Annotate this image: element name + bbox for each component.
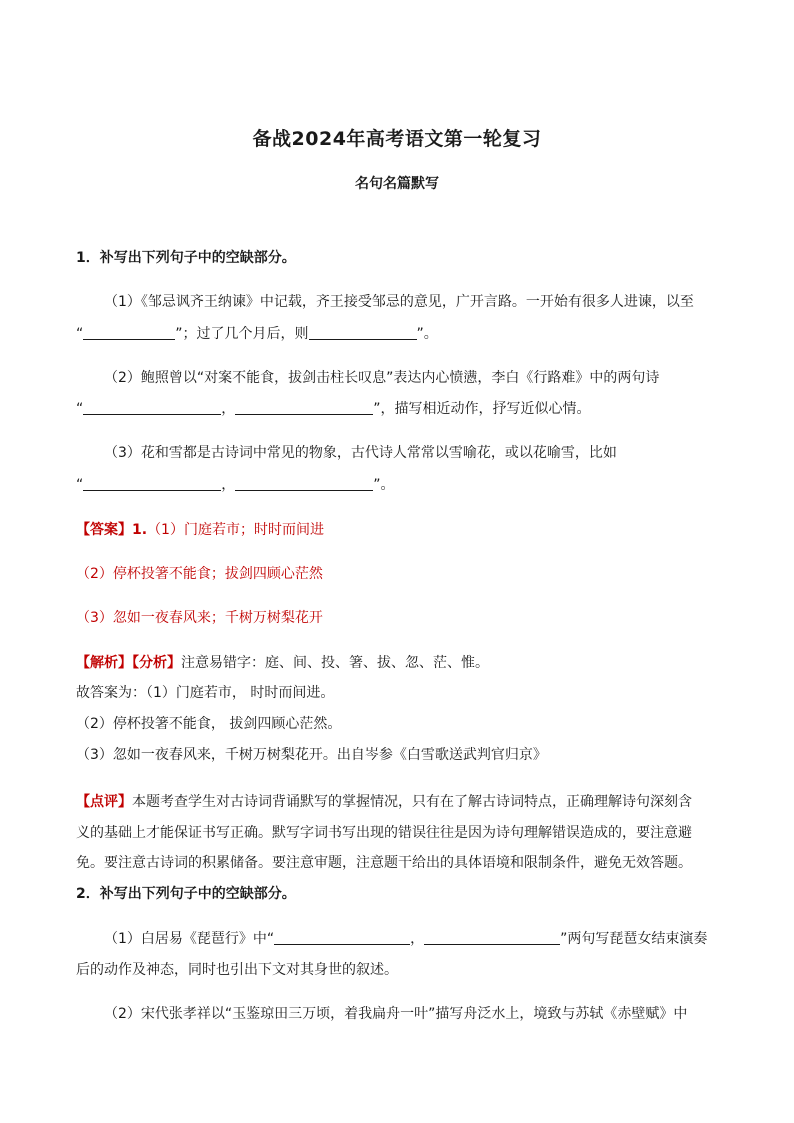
text-fragment: ”；过了几个月后，则 bbox=[175, 326, 309, 342]
q1-part3-line1: （3）花和雪都是古诗词中常见的物象，古代诗人常常以雪喻花，或以花喻雪，比如 bbox=[104, 445, 617, 461]
answer-blank[interactable] bbox=[83, 400, 221, 415]
text-fragment: ”两句写琵琶女结束演奏 bbox=[560, 931, 708, 947]
open-quote: “ bbox=[76, 326, 84, 342]
analysis-line-2: 故答案为：（1）门庭若市， 时时而间进。 bbox=[76, 685, 335, 701]
analysis-line-3: （2）停杯投箸不能食， 拔剑四顾心茫然。 bbox=[76, 716, 342, 732]
answer-blank[interactable] bbox=[235, 476, 373, 491]
answer-blank[interactable] bbox=[83, 325, 175, 340]
answer-blank[interactable] bbox=[235, 400, 373, 415]
q2-part1-line1 bbox=[104, 929, 707, 949]
comment-line-3: 免。要注意古诗词的积累储备。要注意审题，注意题干给出的具体语境和限制条件，避免无效答题。 bbox=[76, 855, 692, 871]
question-1-stem: 1．补写出下列句子中的空缺部分。 bbox=[76, 250, 296, 266]
analysis-label: 【解析】 bbox=[76, 655, 132, 671]
q2-part1-line2: 后的动作及神态，同时也引出下文对其身世的叙述。 bbox=[76, 962, 398, 978]
q1-part2-line2 bbox=[76, 399, 591, 419]
question-2-stem: 2．补写出下列句子中的空缺部分。 bbox=[76, 886, 296, 902]
page-subtitle: 名句名篇默写 bbox=[355, 176, 439, 192]
q1-part3-line2 bbox=[76, 475, 395, 495]
text-fragment: （1）白居易《琵琶行》中“ bbox=[104, 931, 275, 947]
comment-text: 本题考查学生对古诗词背诵默写的掌握情况，只有在了解古诗词特点，正确理解诗句深刻含 bbox=[132, 794, 692, 810]
answer-label: 【答案】 bbox=[76, 522, 132, 538]
answer-blank[interactable] bbox=[424, 930, 560, 945]
answer-line-2: （2）停杯投箸不能食；拔剑四顾心茫然 bbox=[76, 566, 323, 582]
analysis-line-4: （3）忽如一夜春风来，千树万树梨花开。出自岑参《白雪歌送武判官归京》 bbox=[76, 747, 547, 763]
comment-label: 【点评】 bbox=[76, 794, 132, 810]
answer-number: 1. bbox=[132, 522, 148, 538]
page-title: 备战2024年高考语文第一轮复习 bbox=[252, 128, 542, 150]
answer-blank[interactable] bbox=[274, 930, 410, 945]
text-fragment: ， bbox=[221, 477, 236, 493]
answer-blank[interactable] bbox=[309, 325, 417, 340]
text-fragment: ”，描写相近动作，抒写近似心情。 bbox=[373, 401, 591, 417]
q1-part1-line1: （1）《邹忌讽齐王纳谏》中记载，齐王接受邹忌的意见，广开言路。一开始有很多人进谏，以至 bbox=[104, 294, 694, 310]
q1-part2-line1: （2）鲍照曾以“对案不能食，拔剑击柱长叹息”表达内心愤懑，李白《行路难》中的两句诗 bbox=[104, 370, 660, 386]
analysis-sublabel: 【分析】 bbox=[132, 655, 181, 671]
text-fragment: ”。 bbox=[416, 326, 438, 342]
analysis-line-1 bbox=[76, 653, 489, 673]
text-fragment: ”。 bbox=[373, 477, 395, 493]
open-quote: “ bbox=[76, 477, 84, 493]
text-fragment: ， bbox=[221, 401, 236, 417]
answer-text-1: （1）门庭若市；时时而间进 bbox=[147, 522, 324, 538]
answer-line-1 bbox=[76, 520, 324, 540]
open-quote: “ bbox=[76, 401, 84, 417]
analysis-text: 注意易错字：庭、间、投、箸、拔、忽、茫、惟。 bbox=[181, 655, 489, 671]
text-fragment: ， bbox=[410, 931, 425, 947]
comment-line-2: 义的基础上才能保证书写正确。默写字词书写出现的错误往往是因为诗句理解错误造成的，要注意避 bbox=[76, 825, 692, 841]
answer-line-3: （3）忽如一夜春风来；千树万树梨花开 bbox=[76, 610, 323, 626]
answer-blank[interactable] bbox=[83, 476, 221, 491]
q2-part2-line1: （2）宋代张孝祥以“玉鉴琼田三万顷，着我扁舟一叶”描写舟泛水上，境致与苏轼《赤壁赋》中 bbox=[104, 1006, 688, 1022]
q1-part1-line2 bbox=[76, 324, 438, 344]
comment-line-1 bbox=[76, 792, 692, 812]
